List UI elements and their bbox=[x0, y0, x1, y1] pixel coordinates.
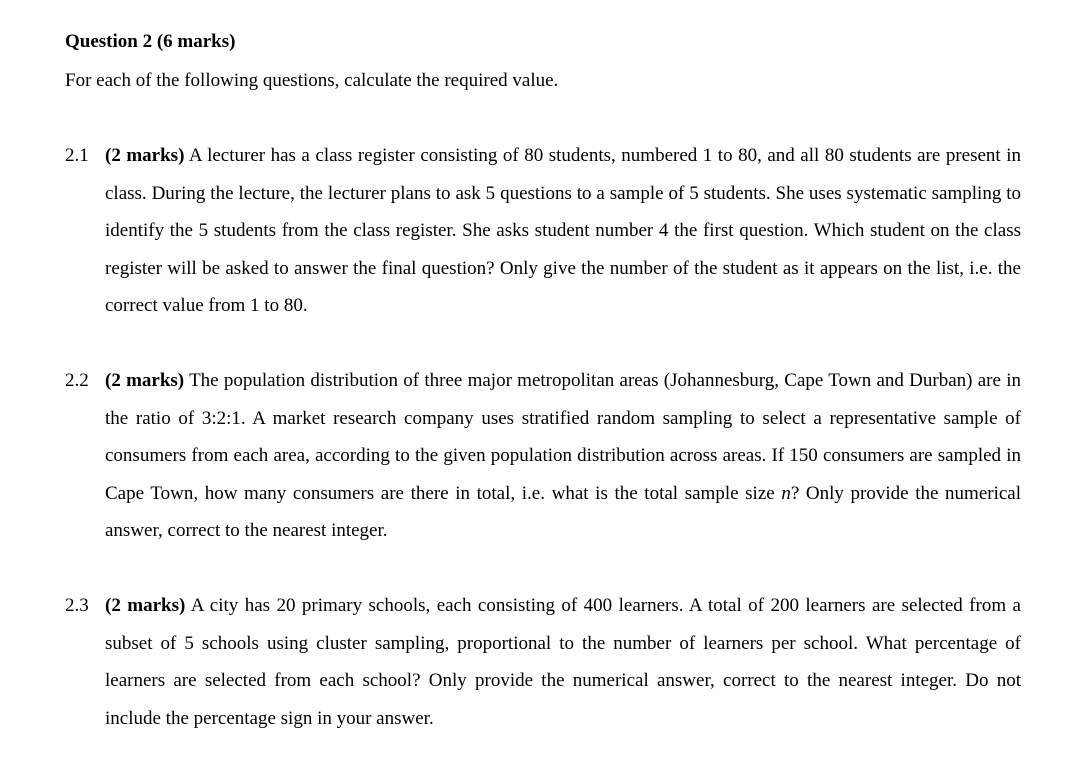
sub-question-marks: (2 marks) bbox=[105, 370, 185, 391]
sub-question-marks: (2 marks) bbox=[105, 145, 185, 166]
sub-question-number: 2.1 bbox=[65, 145, 89, 166]
sub-question-marks: (2 marks) bbox=[105, 595, 186, 616]
sub-question-2-3 bbox=[65, 587, 1021, 737]
question-instructions: For each of the following questions, calculate the required value. bbox=[65, 70, 559, 91]
question-heading: Question 2 (6 marks) bbox=[65, 31, 236, 52]
sub-question-2-1 bbox=[65, 137, 1021, 325]
sub-question-variable: n bbox=[781, 482, 791, 504]
sub-question-body bbox=[105, 587, 1021, 737]
sub-question-text: A city has 20 primary schools, each consisting of 400 learners. A total of 200 learners are selected from a subset of 5 schools using cluster sampling, proportional to the number of learners per school. What percentage of learners are selected from each school? Only provide the numerical answer, correct to the nearest integer. Do not include the percentage sign in your answer. bbox=[105, 595, 1021, 729]
sub-question-number: 2.2 bbox=[65, 370, 89, 391]
sub-question-number: 2.3 bbox=[65, 595, 89, 616]
sub-question-body bbox=[105, 137, 1021, 325]
sub-question-body bbox=[105, 362, 1021, 550]
sub-question-text: The population distribution of three major metropolitan areas (Johannesburg, Cape Town and Durban) are in the ratio of 3:2:1. A market research company uses stratified random sampling to select a representative sample of consumers from each area, according to the given population distribution across areas. If 150 consumers are sampled in Cape Town, how many consumers are there in total, i.e. what is the total sample size bbox=[105, 370, 1021, 504]
sub-question-text-end: ? Only provide the numerical answer, correct to the nearest integer. bbox=[105, 482, 1022, 542]
sub-question-text: A lecturer has a class register consisting of 80 students, numbered 1 to 80, and all 80 students are present in class. During the lecture, the lecturer plans to ask 5 questions to a sample of 5 students. She uses systematic sampling to identify the 5 students from the class register. She asks student number 4 the first question. Which student on the class register will be asked to answer the final question? Only give the number of the student as it appears on the list, i.e. the correct value from 1 to 80. bbox=[105, 145, 1021, 317]
sub-question-2-2 bbox=[65, 362, 1021, 550]
